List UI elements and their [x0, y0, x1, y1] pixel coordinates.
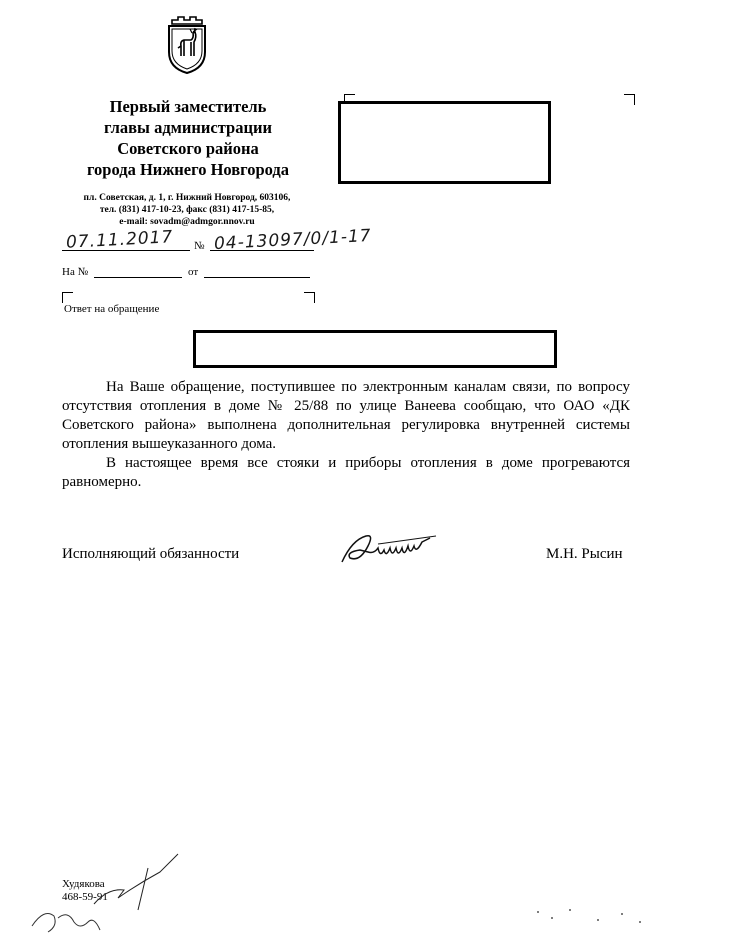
reference-number-line: [94, 277, 182, 278]
executor-name: Худякова: [62, 878, 105, 890]
redacted-addressee-box: [338, 101, 551, 184]
handwritten-date: 07.11.2017: [65, 227, 174, 253]
handwritten-marks: [28, 838, 188, 938]
number-sign-label: №: [194, 240, 205, 252]
handwritten-number: 04-13097/0/1-17: [213, 225, 373, 255]
signer-name: М.Н. Рысин: [546, 546, 623, 562]
address-line: e-mail: sovadm@admgor.nnov.ru: [119, 217, 255, 227]
redacted-salutation-box: [193, 330, 557, 368]
address-line: тел. (831) 417-10-23, факс (831) 417-15-85,: [99, 205, 275, 215]
subject-label: Ответ на обращение: [64, 303, 160, 315]
letter-body: [62, 378, 630, 492]
coat-of-arms-icon: [164, 16, 210, 74]
org-line: Первый заместитель: [109, 97, 267, 116]
org-line: главы администрации: [103, 118, 272, 137]
reference-number-label: На №: [62, 266, 89, 278]
scan-artifacts: [530, 906, 650, 926]
executor-phone: 468-59-91: [62, 891, 108, 903]
org-line: города Нижнего Новгорода: [86, 160, 290, 179]
org-line: Советского района: [117, 139, 259, 158]
signature-image: [338, 522, 448, 572]
organization-address: [58, 192, 316, 228]
addressee-corner-right: [624, 94, 635, 105]
body-paragraph: На Ваше обращение, поступившее по электронным каналам связи, по вопросу отсутствия отопления в доме № 25/88 по улице Ванеева сообщаю, что ОАО «ДК Советского района» выполнена дополнительная регулировка внутренней системы отопления вышеуказанного дома.: [62, 379, 630, 452]
signer-position: Исполняющий обязанности: [62, 546, 240, 562]
reference-date-label: от: [188, 266, 199, 278]
subject-corner-left: [62, 292, 73, 303]
address-line: пл. Советская, д. 1, г. Нижний Новгород, 603106,: [83, 193, 291, 203]
subject-corner-right: [304, 292, 315, 303]
reference-date-line: [204, 277, 310, 278]
organization-name: [82, 96, 294, 180]
body-paragraph: В настоящее время все стояки и приборы отопления в доме прогреваются равномерно.: [62, 455, 630, 490]
